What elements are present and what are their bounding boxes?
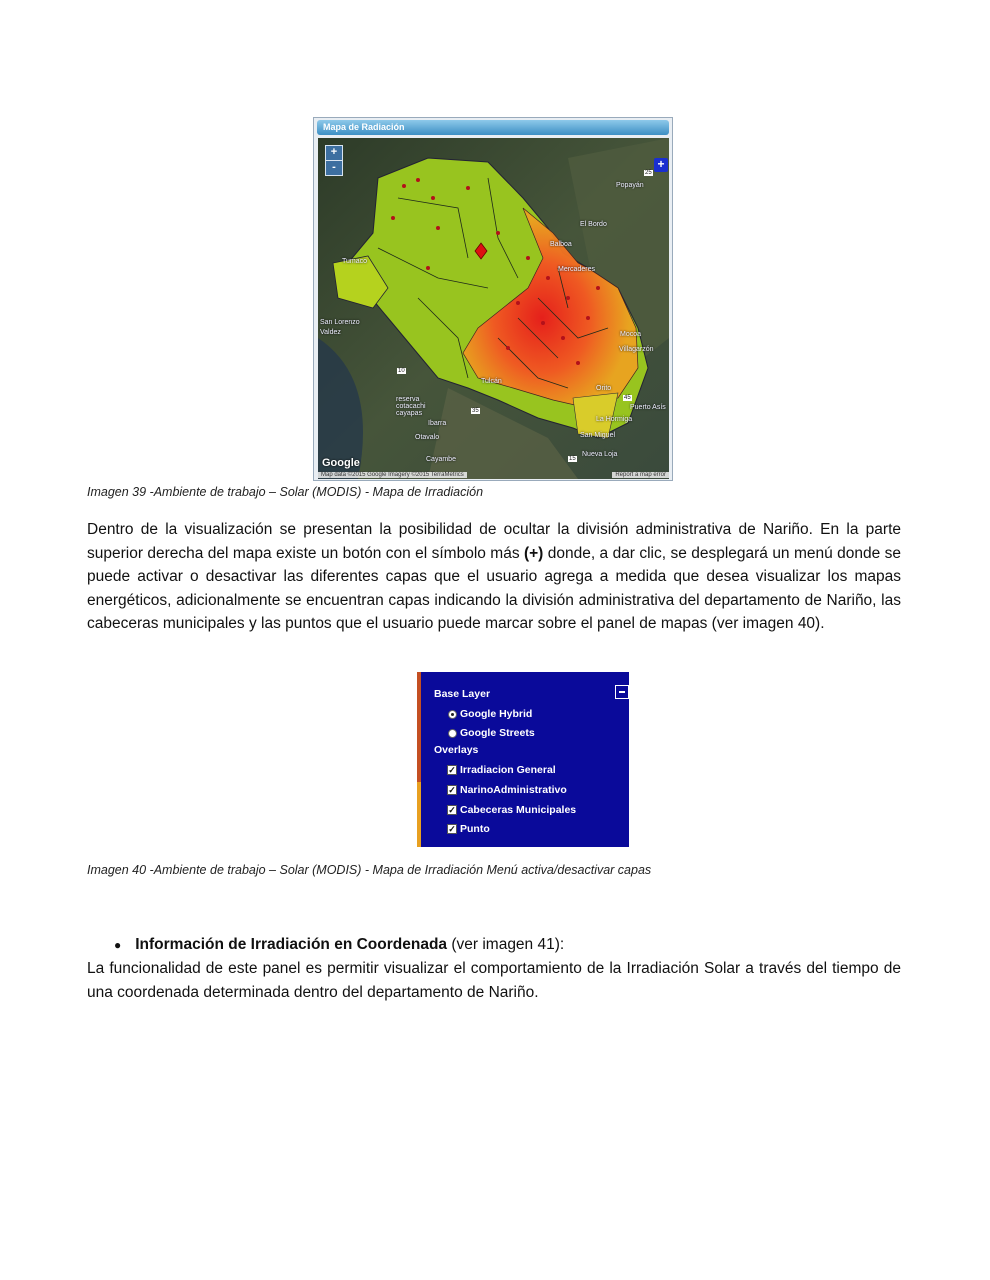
overlay-irradiacion-general[interactable] — [447, 764, 556, 776]
radio-selected-icon[interactable] — [448, 710, 457, 719]
google-logo: Google — [322, 457, 360, 469]
layer-menu-screenshot — [417, 672, 629, 847]
section-title-suffix: (ver imagen 41): — [447, 936, 565, 953]
layer-label: NarinoAdministrativo — [460, 784, 567, 796]
paragraph-layers — [87, 518, 901, 636]
map-panel-title: Mapa de Radiación — [317, 120, 669, 135]
base-layer-title: Base Layer — [434, 688, 491, 700]
checkbox-checked-icon[interactable]: ✓ — [448, 824, 456, 834]
place-label: Ibarra — [428, 420, 447, 427]
layer-label: Google Streets — [460, 727, 535, 739]
section-title: Información de Irradiación en Coordenada — [135, 936, 448, 953]
overlays-title: Overlays — [434, 744, 479, 756]
place-label: Tulcán — [481, 378, 502, 385]
radiation-map[interactable] — [318, 138, 669, 479]
figure-39-caption: Imagen 39 -Ambiente de trabajo – Solar (MODIS) - Mapa de Irradiación — [87, 485, 484, 499]
paragraph-text: donde, a dar clic, se desplegará un menú donde se puede activar o desactivar las diferentes capas que el usuario agrega a medida que desea visualizar los mapas energéticos, adicionalmente se encuentran capas indicando la división administrativa del departamento de Nariño, las cabeceras municipales y las puntos que el usuario puede marcar sobre el panel de mapas (ver imagen 40). — [87, 544, 901, 632]
place-label: Balboa — [550, 241, 572, 248]
place-label: La Hormiga — [596, 416, 633, 423]
section-body: La funcionalidad de este panel es permitir visualizar el comportamiento de la Irradiación Solar a través del tiempo de una coordenada determinada dentro del departamento de Nariño. — [87, 960, 901, 1001]
overlay-narino-administrativo[interactable] — [447, 784, 567, 796]
layer-label: Irradiacion General — [460, 764, 556, 776]
place-label: Villagarzón — [619, 346, 654, 353]
layer-label: Google Hybrid — [460, 708, 533, 720]
place-label: Tumaco — [342, 258, 368, 265]
radio-icon[interactable] — [448, 729, 457, 738]
road-number: 10 — [398, 368, 405, 374]
road-number: 25 — [645, 170, 652, 176]
zoom-out-button[interactable]: - — [325, 160, 343, 176]
paragraph-text: Dentro de la visualización se presentan la posibilidad de ocultar la división administrativa de Nariño. En la parte superior derecha del mapa existe un botón con el símbolo más — [87, 521, 901, 562]
section-bullet-item — [114, 933, 564, 958]
place-label: San Lorenzo — [320, 319, 360, 326]
place-label: Nueva Loja — [582, 451, 618, 458]
map-attribution: Map data ©2015 Google Imagery ©2015 TerraMetrics — [318, 472, 467, 478]
place-label: Mocoa — [620, 331, 642, 338]
road-number: 35 — [472, 408, 479, 414]
place-label: El Bordo — [580, 221, 607, 228]
layer-label: Punto — [460, 823, 490, 835]
checkbox-checked-icon[interactable]: ✓ — [448, 765, 456, 775]
road-number: 15 — [569, 456, 576, 462]
place-label: Orito — [596, 385, 612, 392]
place-label: Puerto Asís — [630, 404, 666, 411]
place-label: reserva cotacachi cayapas — [396, 396, 426, 417]
road-number: 45 — [624, 395, 631, 401]
figure-40-caption: Imagen 40 -Ambiente de trabajo – Solar (MODIS) - Mapa de Irradiación Menú activa/desactivar capas — [87, 863, 652, 877]
overlay-punto[interactable] — [447, 823, 490, 835]
checkbox-checked-icon[interactable]: ✓ — [448, 805, 456, 815]
bullet-icon: ● — [114, 938, 122, 952]
base-layer-google-streets[interactable] — [448, 727, 535, 739]
place-label: Mercaderes — [558, 266, 595, 273]
radiation-map-panel — [313, 117, 673, 481]
place-label: San Miguel — [580, 432, 616, 439]
minimize-icon[interactable] — [615, 685, 629, 699]
layer-label: Cabeceras Municipales — [460, 804, 577, 816]
base-layer-google-hybrid[interactable] — [448, 708, 532, 720]
overlay-cabeceras-municipales[interactable] — [447, 804, 576, 816]
plus-symbol-text: (+) — [523, 544, 544, 562]
report-map-error-link[interactable]: Report a map error — [612, 472, 669, 478]
place-label: Valdez — [320, 329, 341, 336]
place-label: Popayán — [616, 182, 644, 189]
layer-switcher-menu — [421, 672, 629, 847]
zoom-in-button[interactable]: + — [325, 145, 343, 161]
map-canvas — [318, 138, 669, 479]
place-label: Cayambe — [426, 456, 456, 463]
checkbox-checked-icon[interactable]: ✓ — [448, 785, 456, 795]
place-label: Otavalo — [415, 434, 440, 441]
layer-switcher-button[interactable]: + — [654, 158, 668, 172]
